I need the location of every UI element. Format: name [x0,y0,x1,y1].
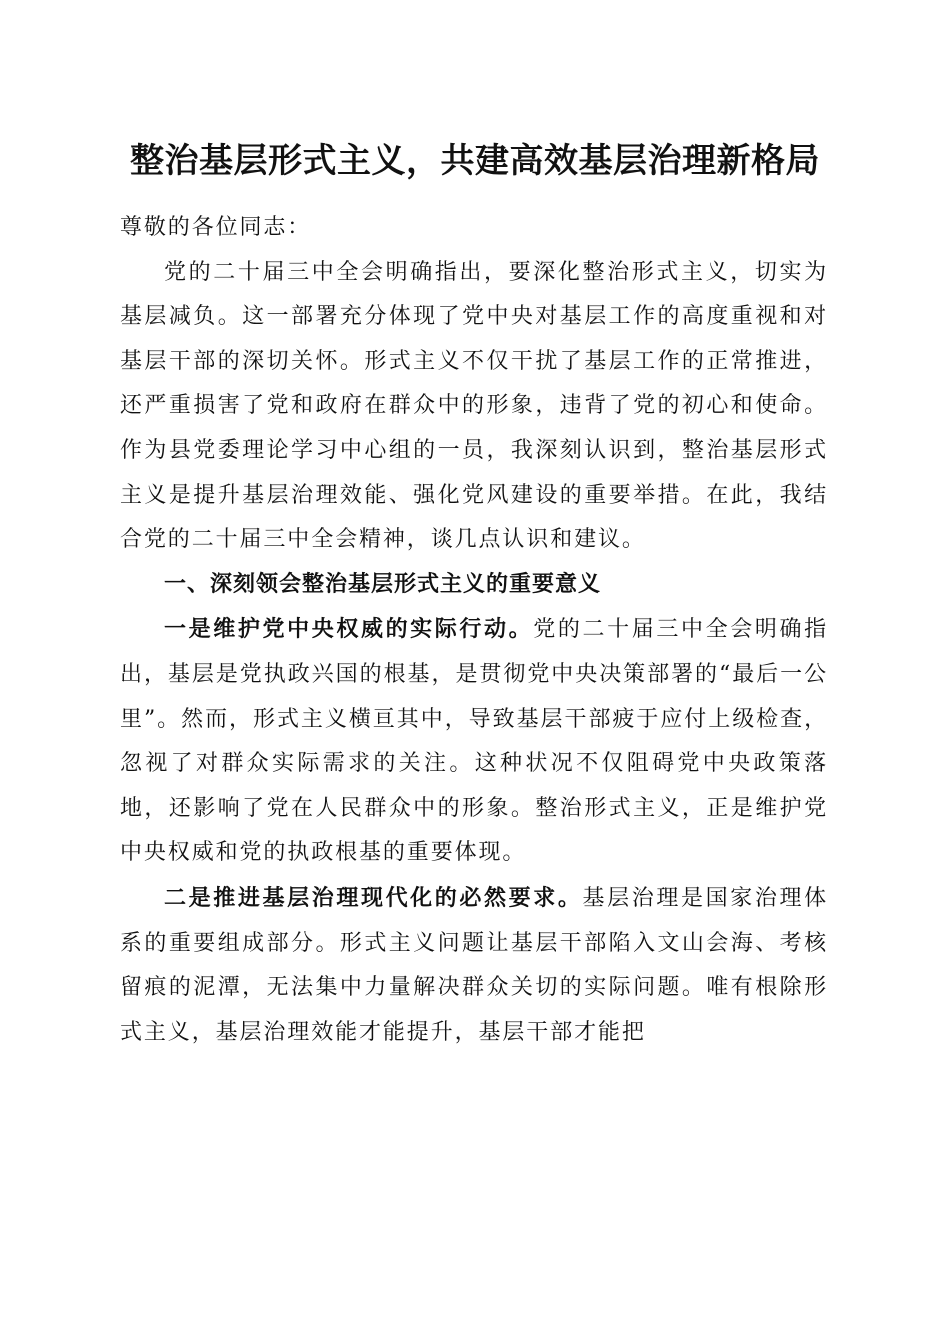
intro-paragraph: 党的二十届三中全会明确指出，要深化整治形式主义，切实为基层减负。这一部署充分体现了党中央对基层工作的高度重视和对基层干部的深切关怀。形式主义不仅干扰了基层工作的正常推进，还严重损害了党和政府在群众中的形象，违背了党的初心和使命。作为县党委理论学习中心组的一员，我深刻认识到，整治基层形式主义是提升基层治理效能、强化党风建设的重要举措。在此，我结合党的二十届三中全会精神，谈几点认识和建议。 [120,259,828,553]
point-1-text: 党的二十届三中全会明确指出，基层是党执政兴国的根基，是贯彻党中央决策部署的“最后一公里”。然而，形式主义横亘其中，导致基层干部疲于应付上级检查，忽视了对群众实际需求的关注。这种状况不仅阻碍党中央政策落地，还影响了党在人民群众中的形象。整治形式主义，正是维护党中央权威和党的执政根基的重要体现。 [120,617,828,866]
point-1-lead: 一是维护党中央权威的实际行动。 [164,616,534,643]
point-1-paragraph [120,607,828,876]
document-title: 整治基层形式主义，共建高效基层治理新格局 [130,141,820,181]
point-2-paragraph [120,876,828,1055]
document-body [120,206,828,1055]
point-2-lead: 二是推进基层治理现代化的必然要求。 [164,884,583,911]
section-heading-1: 一、深刻领会整治基层形式主义的重要意义 [164,571,602,597]
salutation: 尊敬的各位同志： [120,215,312,240]
point-2-text: 基层治理是国家治理体系的重要组成部分。形式主义问题让基层干部陷入文山会海、考核留痕的泥潭，无法集中力量解决群众关切的实际问题。唯有根除形式主义，基层治理效能才能提升，基层干部才能把 [120,885,828,1045]
